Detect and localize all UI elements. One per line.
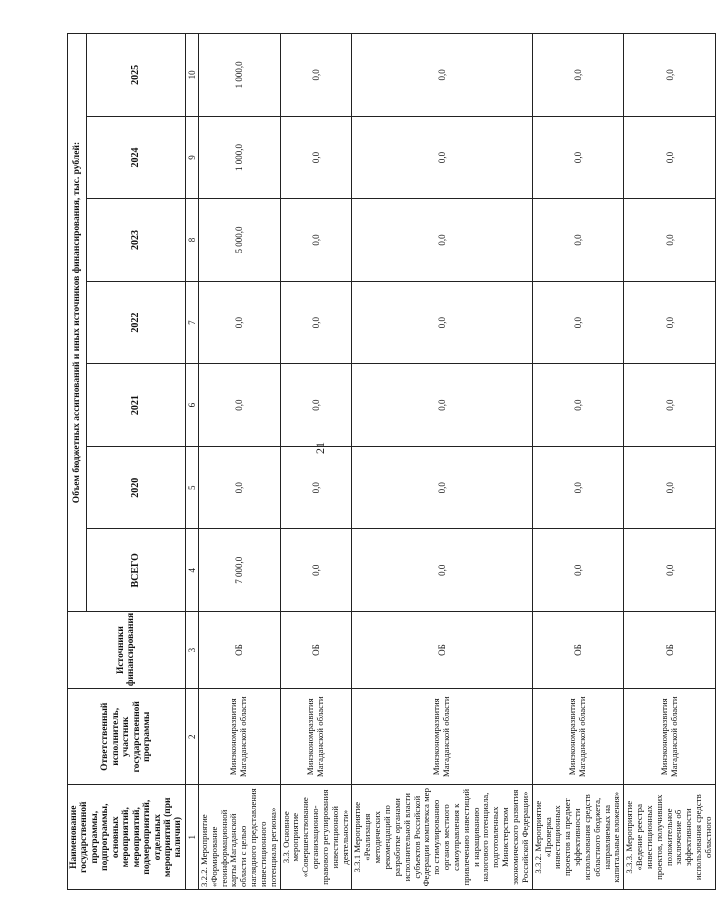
column-number: 4	[185, 529, 198, 612]
row-value: 0,0	[280, 364, 352, 447]
row-value: 0,0	[532, 281, 624, 364]
row-value: 0,0	[352, 281, 532, 364]
row-source: ОБ	[532, 612, 624, 689]
column-number: 9	[185, 116, 198, 199]
table-row	[624, 34, 716, 890]
column-number: 8	[185, 199, 198, 282]
header-executor: Ответственный исполнитель, участник государственной программы	[68, 689, 186, 785]
row-value: 0,0	[532, 34, 624, 117]
row-value: 0,0	[624, 199, 716, 282]
header-year: 2021	[86, 364, 185, 447]
row-name: 3.3. Основное мероприятие «Совершенствование организационно-правового регулирования инвестиционной деятельности»	[280, 785, 352, 890]
row-value: 0,0	[352, 199, 532, 282]
row-executor: Минэкономразвития Магаданской области	[198, 689, 280, 785]
financing-table	[67, 33, 716, 890]
header-year: 2020	[86, 446, 185, 529]
row-executor: Минэкономразвития Магаданской области	[532, 689, 624, 785]
financing-table-container	[67, 33, 713, 890]
row-value: 0,0	[624, 364, 716, 447]
table-row	[352, 34, 532, 890]
column-number: 1	[185, 785, 198, 890]
row-value: 0,0	[532, 446, 624, 529]
header-source: Источники финансирования	[68, 612, 186, 689]
header-year: 2023	[86, 199, 185, 282]
table-row	[280, 34, 352, 890]
header-funding: Объем бюджетных ассигнований и иных источников финансирования, тыс. рублей:	[68, 34, 87, 612]
row-value: 0,0	[280, 116, 352, 199]
row-name: 3.2.2. Мероприятие «Формирование геоинформационной карты Магаданской области с целью наглядного представления инвестиционного потенциала региона»	[198, 785, 280, 890]
row-source: ОБ	[198, 612, 280, 689]
row-executor: Минэкономразвития Магаданской области	[624, 689, 716, 785]
row-value: 0,0	[624, 529, 716, 612]
row-name: 3.3.3. Мероприятие «Ведение реестра инвестиционных проектов, получивших положительное заключение об эффективности использования средств областного	[624, 785, 716, 890]
row-value: 0,0	[624, 116, 716, 199]
rotated-table-frame	[67, 33, 713, 890]
column-number: 3	[185, 612, 198, 689]
header-year: 2022	[86, 281, 185, 364]
row-value: 0,0	[280, 529, 352, 612]
row-value: 1 000,0	[198, 34, 280, 117]
row-value: 0,0	[624, 281, 716, 364]
column-number: 2	[185, 689, 198, 785]
column-number: 5	[185, 446, 198, 529]
row-value: 0,0	[198, 281, 280, 364]
row-value: 0,0	[532, 116, 624, 199]
header-name: Наименование государственной программы, подпрограммы, основных мероприятий, мероприятий, подмероприятий, отдельных мероприятий (при наличии)	[68, 785, 186, 890]
row-value: 0,0	[532, 529, 624, 612]
table-row	[532, 34, 624, 890]
header-year: 2024	[86, 116, 185, 199]
row-value: 0,0	[280, 34, 352, 117]
row-source: ОБ	[624, 612, 716, 689]
row-value: 0,0	[532, 364, 624, 447]
row-value: 0,0	[280, 281, 352, 364]
row-source: ОБ	[352, 612, 532, 689]
row-value: 0,0	[280, 199, 352, 282]
row-value: 0,0	[352, 529, 532, 612]
table-row	[198, 34, 280, 890]
row-source: ОБ	[280, 612, 352, 689]
column-number: 10	[185, 34, 198, 117]
row-value: 0,0	[532, 199, 624, 282]
header-total: ВСЕГО	[86, 529, 185, 612]
row-value: 0,0	[624, 446, 716, 529]
row-value: 5 000,0	[198, 199, 280, 282]
row-value: 0,0	[352, 364, 532, 447]
row-value: 7 000,0	[198, 529, 280, 612]
row-value: 1 000,0	[198, 116, 280, 199]
row-name: 3.3.2. Мероприятие «Проверка инвестиционных проектов на предмет эффективности использования средств областного бюджета, направляемых на капитальные вложения»	[532, 785, 624, 890]
page-number: 21	[312, 442, 327, 454]
row-name: 3.3.1 Мероприятие «Реализация методических рекомендаций по разработке органами исполнительной власти субъектов Российской Федерации комплекса мер по стимулированию органов местного самоуправления к привлечению инвестиций и наращиванию налогового потенциала, подготовленных Министерством экономического развития Российской Федерации»	[352, 785, 532, 890]
row-value: 0,0	[624, 34, 716, 117]
row-value: 0,0	[352, 34, 532, 117]
row-executor: Минэкономразвития Магаданской области	[352, 689, 532, 785]
column-number: 7	[185, 281, 198, 364]
row-executor: Минэкономразвития Магаданской области	[280, 689, 352, 785]
row-value: 0,0	[352, 116, 532, 199]
column-number: 6	[185, 364, 198, 447]
row-value: 0,0	[198, 446, 280, 529]
row-value: 0,0	[352, 446, 532, 529]
header-year: 2025	[86, 34, 185, 117]
row-value: 0,0	[280, 446, 352, 529]
row-value: 0,0	[198, 364, 280, 447]
